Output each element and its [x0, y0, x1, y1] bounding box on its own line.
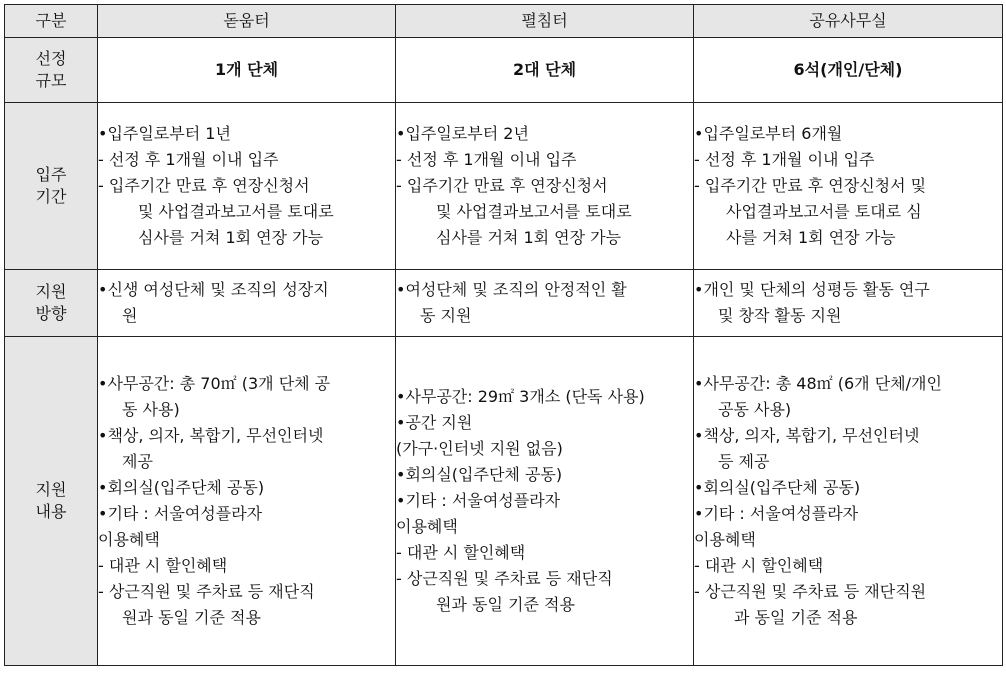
text-line: •회의실(입주단체 공동)	[396, 465, 563, 484]
header-col2: 펼침터	[396, 5, 694, 38]
header-col3: 공유사무실	[694, 5, 1003, 38]
text-line: - 입주기간 만료 후 연장신청서 및	[694, 176, 927, 195]
text-line: 과 동일 기준 적용	[734, 608, 858, 627]
direction-row	[5, 270, 1003, 337]
header-label: 구분	[5, 5, 98, 38]
period-col2	[396, 103, 694, 270]
text-line: 및 사업결과보고서를 토대로	[138, 202, 334, 221]
text-line: (가구·인터넷 지원 없음)	[396, 439, 563, 458]
text-line: - 선정 후 1개월 이내 입주	[98, 150, 279, 169]
text-line: 원과 동일 기준 적용	[436, 595, 575, 614]
text-line: - 선정 후 1개월 이내 입주	[396, 150, 577, 169]
scale-label-line1: 선정	[35, 49, 67, 68]
text-line: - 선정 후 1개월 이내 입주	[694, 150, 875, 169]
text-line: 사를 거쳐 1회 연장 가능	[726, 228, 896, 247]
period-col3	[694, 103, 1003, 270]
program-comparison-table	[4, 4, 1003, 666]
text-line: •기타 : 서울여성플라자	[98, 504, 263, 523]
content-label-line1: 지원	[35, 480, 67, 499]
text-line: 동 지원	[420, 306, 472, 325]
direction-col3	[694, 270, 1003, 337]
content-row	[5, 337, 1003, 666]
text-line: - 입주기간 만료 후 연장신청서	[98, 176, 310, 195]
direction-col2	[396, 270, 694, 337]
header-row	[5, 5, 1003, 38]
text-line: - 대관 시 할인혜택	[396, 543, 526, 562]
scale-col3: 6석(개인/단체)	[694, 38, 1003, 103]
scale-label-line2: 규모	[35, 71, 67, 90]
text-line: 제공	[122, 452, 153, 471]
text-line: - 입주기간 만료 후 연장신청서	[396, 176, 608, 195]
scale-col1: 1개 단체	[98, 38, 396, 103]
text-line: - 상근직원 및 주차료 등 재단직원	[694, 582, 927, 601]
text-line: •입주일로부터 1년	[98, 124, 231, 143]
text-line: - 대관 시 할인혜택	[694, 556, 824, 575]
text-line: 이용혜택	[694, 530, 756, 549]
period-col1	[98, 103, 396, 270]
text-line: 사업결과보고서를 토대로 심	[726, 202, 922, 221]
text-line: 및 사업결과보고서를 토대로	[436, 202, 632, 221]
text-line: 등 제공	[718, 452, 770, 471]
text-line: - 대관 시 할인혜택	[98, 556, 228, 575]
text-line: 원	[122, 306, 138, 325]
text-line: •회의실(입주단체 공동)	[694, 478, 861, 497]
text-line: 공동 사용)	[718, 400, 792, 419]
text-line: 이용혜택	[396, 517, 458, 536]
header-col1: 돋움터	[98, 5, 396, 38]
text-line: •기타 : 서울여성플라자	[694, 504, 859, 523]
direction-label-line2: 방향	[35, 304, 67, 323]
text-line: 심사를 거쳐 1회 연장 가능	[138, 228, 324, 247]
scale-col2: 2대 단체	[396, 38, 694, 103]
text-line: 및 창작 활동 지원	[718, 306, 842, 325]
text-line: •책상, 의자, 복합기, 무선인터넷	[694, 426, 920, 445]
period-row	[5, 103, 1003, 270]
text-line: •사무공간: 29㎡ 3개소 (단독 사용)	[396, 387, 645, 406]
content-row-label	[5, 337, 98, 666]
scale-row	[5, 38, 1003, 103]
content-col3	[694, 337, 1003, 666]
text-line: •사무공간: 총 48㎡ (6개 단체/개인	[694, 374, 942, 393]
text-line: •개인 및 단체의 성평등 활동 연구	[694, 280, 930, 299]
text-line: •신생 여성단체 및 조직의 성장지	[98, 280, 329, 299]
text-line: •여성단체 및 조직의 안정적인 활	[396, 280, 627, 299]
text-line: •사무공간: 총 70㎡ (3개 단체 공	[98, 374, 331, 393]
direction-col1	[98, 270, 396, 337]
period-row-label	[5, 103, 98, 270]
text-line: •책상, 의자, 복합기, 무선인터넷	[98, 426, 324, 445]
direction-label-line1: 지원	[35, 282, 67, 301]
text-line: - 상근직원 및 주차료 등 재단직	[396, 569, 613, 588]
text-line: •회의실(입주단체 공동)	[98, 478, 265, 497]
text-line: 동 사용)	[122, 400, 180, 419]
text-line: - 상근직원 및 주차료 등 재단직	[98, 582, 315, 601]
text-line: 원과 동일 기준 적용	[122, 608, 261, 627]
text-line: •입주일로부터 6개월	[694, 124, 843, 143]
text-line: •기타 : 서울여성플라자	[396, 491, 561, 510]
text-line: •공간 지원	[396, 413, 473, 432]
content-col2	[396, 337, 694, 666]
text-line: 이용혜택	[98, 530, 160, 549]
period-label-line1: 입주	[35, 165, 67, 184]
content-label-line2: 내용	[35, 502, 67, 521]
content-col1	[98, 337, 396, 666]
scale-row-label	[5, 38, 98, 103]
text-line: •입주일로부터 2년	[396, 124, 529, 143]
direction-row-label	[5, 270, 98, 337]
text-line: 심사를 거쳐 1회 연장 가능	[436, 228, 622, 247]
period-label-line2: 기간	[35, 187, 67, 206]
